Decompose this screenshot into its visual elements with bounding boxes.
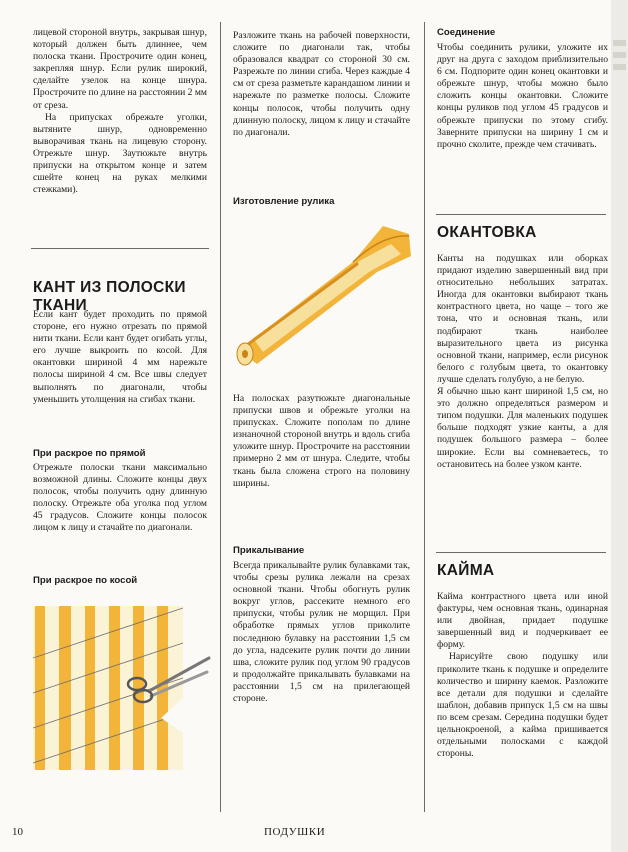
paragraph: лицевой стороной внутрь, закрывая шнур, который должен быть длиннее, чем полоска ткани. Прострочите один конец, закрепляя шнур. Если рулик широкий, сделайте узелок на конце шнура. Прострочите по длине на расстоянии 2 мм от среза. <box>33 27 207 111</box>
subheading: Прикалывание <box>233 545 305 556</box>
section-heading: КАЙМА <box>437 562 495 579</box>
body-text: Всегда прикалывайте рулик булавками так, чтобы срезы рулика лежали на срезах основной ткани. Чтобы обогнуть рулик вокруг углов, рассеките немного его припуски, чтобы рулик не морщил. При обработке прямых углов приколите последнюю булавку на расстоянии 1,5 см до угла, надсеките рулик почти до линии шва, сложите рулик под углом 90 градусов и продолжайте прикалывать булавками на расстоянии 1,5 см на прилегающей стороне. <box>233 560 410 705</box>
subheading: Соединение <box>437 27 496 38</box>
striped-fabric-illustration <box>33 598 221 770</box>
section-heading: КАНТ ИЗ ПОЛОСКИ ТКАНИ <box>33 279 186 314</box>
body-text: На полосках разутюжьте диагональные припуски швов и обрежьте уголки на припусках. Сложите пополам по длине изнаночной стороной внутрь и вдоль сгиба уложите шнур. Прострочите на расстоянии примерно 2 мм от шнура. Следите, чтобы ткань была сложена строго на половину ширины. <box>233 393 410 489</box>
rolled-strip-illustration <box>233 214 413 372</box>
body-text <box>437 591 608 760</box>
paragraph: Нарисуйте свою подушку или приколите ткань к подушке и определите количество и ширину каемок. Разложите все детали для подушки и сделайте шаблон, добавив припуск 1,5 см на швы по всем срезам. Середина подушки будет цельнокроеной, а кайма пришивается отдельными полосками с каждой стороны. <box>437 651 608 760</box>
paragraph: На припусках обрежьте уголки, вытяните шнур, одновременно выворачивая ткань на лицевую сторону. Отрежьте шнур. Заутюжьте внутрь припуски на открытом конце и затем сшейте конец на руках мелкими стежками). <box>33 111 207 196</box>
section-rule <box>436 552 606 553</box>
paragraph: Я обычно шью кант шириной 1,5 см, но это должно определяться размером и типом подушки. Для маленьких подушек больше подходят узкие канты, а для подушек большого размера – более широкие. Если вы сомневаетесь, то остановитесь на более узком канте. <box>437 386 608 470</box>
body-text: Отрежьте полоски ткани максимально возможной длины. Сложите концы двух полосок, чтобы получить одну длинную полоску. Отрежьте оба уголка под углом 45 градусов. Сложите концы полосок лицом к лицу и стачайте по диагонали. <box>33 462 207 534</box>
body-text: Если кант будет проходить по прямой стороне, его нужно отрезать по прямой нити ткани. Если кант будет огибать углы, его лучше выкроить по косой. Для окантовки шириной 4 мм нарежьте полосы шириной 4 см. Все швы следует выполнять по диагонали, чтобы уменьшить утолщения на сгибах ткани. <box>33 309 207 405</box>
page-number: 10 <box>12 826 23 838</box>
page-edge <box>611 0 628 852</box>
intro-text <box>33 27 207 196</box>
section-heading: ОКАНТОВКА <box>437 224 537 241</box>
paragraph: Канты на подушках или оборках придают изделию завершенный вид при относительно небольших затратах. Иногда для окантовки выбирают ткань контрастного цвета, но чаще – того же тона, что и основная ткань, или подбирают ткань наиболее выразительного цвета из рисунка основной ткани, например, если рисунок белого с голубым цвета, то окантовку лучше сделать голубую, а не белую. <box>437 253 608 385</box>
body-text: Чтобы соединить рулики, уложите их друг на друга с заходом приблизительно 6 см. Подпорите один конец окантовки и обрежьте шнур, чтобы можно было сложить концы окантовки. Сложите концы руликов под углом 45 градусов и обрежьте припуски по этому сгибу. Заверните припуски на ширину 1 см и прочно сколите, прежде чем стачивать. <box>437 42 608 150</box>
subheading: При раскрое по косой <box>33 575 138 586</box>
body-text: Разложите ткань на рабочей поверхности, сложите по диагонали так, чтобы образовался квадрат со стороной 30 см. Разрежьте по линии сгиба. Через каждые 4 см от среза разметьте карандашом линии и нарежьте по разметке полосы. Сложите концы полосок, чтобы получить одну длинную полоску, лицом к лицу и стачайте по диагонали. <box>233 30 410 138</box>
column-rule-right <box>424 22 425 812</box>
paragraph: Кайма контрастного цвета или иной фактуры, чем основная ткань, одинарная или двойная, придает подушке завершенный вид и подчеркивает ее форму. <box>437 591 608 651</box>
section-rule <box>436 214 606 215</box>
section-rule <box>31 248 209 249</box>
subheading: При раскрое по прямой <box>33 448 146 459</box>
body-text <box>437 253 608 471</box>
subheading: Изготовление рулика <box>233 196 335 207</box>
running-title: ПОДУШКИ <box>264 826 326 838</box>
